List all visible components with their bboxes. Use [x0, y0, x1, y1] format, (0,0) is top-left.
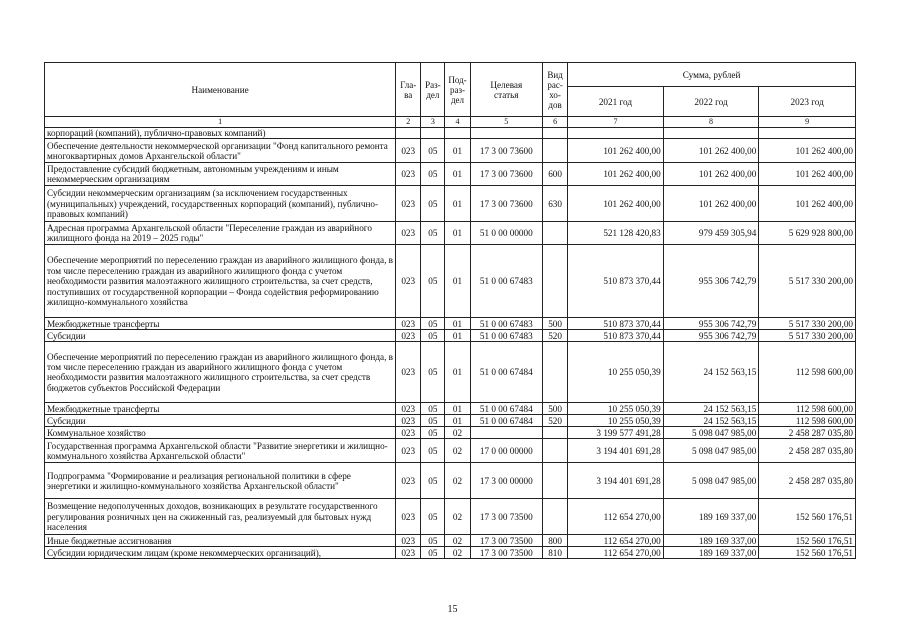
row-sum-2021: 3 199 577 491,28: [568, 427, 664, 439]
row-sum-2023: 152 560 176,51: [759, 547, 856, 559]
row-sum-2023: 112 598 600,00: [759, 342, 856, 403]
row-razdel: 05: [421, 415, 445, 427]
row-razdel: 05: [421, 463, 445, 499]
row-podrazdel: 01: [445, 403, 470, 415]
row-name: Субсидии: [45, 415, 396, 427]
row-podrazdel: 02: [445, 427, 470, 439]
row-vid: 630: [543, 186, 568, 222]
header-glava: Гла- ва: [396, 63, 421, 117]
row-podrazdel: 01: [445, 318, 470, 330]
col-number: 5: [470, 117, 542, 128]
row-razdel: 05: [421, 342, 445, 403]
table-row: [45, 222, 856, 245]
row-razdel: 05: [421, 439, 445, 463]
col-number: 4: [445, 117, 470, 128]
row-razdel: 05: [421, 245, 445, 318]
table-header: [45, 63, 856, 128]
row-sum-2021: 101 262 400,00: [568, 186, 664, 222]
row-sum-2021: 3 194 401 691,28: [568, 463, 664, 499]
header-year-2022: 2022 год: [663, 87, 759, 117]
header-target: Целевая статья: [470, 63, 542, 117]
table-row: [45, 318, 856, 330]
row-vid: [543, 222, 568, 245]
header-name: Наименование: [45, 63, 396, 117]
row-target: 17 3 00 73500: [470, 547, 542, 559]
col-number: 1: [45, 117, 396, 128]
row-razdel: 05: [421, 139, 445, 163]
row-sum-2022: 101 262 400,00: [663, 139, 759, 163]
row-glava: 023: [396, 403, 421, 415]
row-podrazdel: 01: [445, 245, 470, 318]
row-sum-2023: 2 458 287 035,80: [759, 439, 856, 463]
row-sum-2023: 112 598 600,00: [759, 403, 856, 415]
row-razdel: 05: [421, 427, 445, 439]
row-glava: [396, 128, 421, 139]
row-podrazdel: 01: [445, 186, 470, 222]
row-glava: 023: [396, 318, 421, 330]
row-name: Государственная программа Архангельской области "Развитие энергетики и жилищно-коммунального хозяйства Архангельской области": [45, 439, 396, 463]
row-glava: 023: [396, 439, 421, 463]
table-row: [45, 415, 856, 427]
row-sum-2022: 955 306 742,79: [663, 330, 759, 342]
header-year-2023: 2023 год: [759, 87, 856, 117]
row-podrazdel: 01: [445, 139, 470, 163]
col-number: 8: [663, 117, 759, 128]
table-row: [45, 245, 856, 318]
row-sum-2023: 152 560 176,51: [759, 499, 856, 535]
col-number: 7: [568, 117, 664, 128]
row-sum-2021: 10 255 050,39: [568, 415, 664, 427]
row-sum-2023: [759, 128, 856, 139]
row-podrazdel: [445, 128, 470, 139]
row-sum-2022: 101 262 400,00: [663, 186, 759, 222]
row-sum-2021: 101 262 400,00: [568, 163, 664, 186]
row-razdel: 05: [421, 547, 445, 559]
row-vid: 810: [543, 547, 568, 559]
row-sum-2021: 521 128 420,83: [568, 222, 664, 245]
row-razdel: 05: [421, 535, 445, 547]
row-target: 17 3 00 73600: [470, 186, 542, 222]
table-row: [45, 186, 856, 222]
row-sum-2022: 189 169 337,00: [663, 499, 759, 535]
row-sum-2023: 101 262 400,00: [759, 139, 856, 163]
row-sum-2022: 5 098 047 985,00: [663, 427, 759, 439]
table-body: [45, 128, 856, 559]
row-podrazdel: 01: [445, 163, 470, 186]
row-vid: [543, 128, 568, 139]
row-vid: [543, 342, 568, 403]
col-number: 3: [421, 117, 445, 128]
row-sum-2021: 3 194 401 691,28: [568, 439, 664, 463]
row-glava: 023: [396, 163, 421, 186]
row-glava: 023: [396, 547, 421, 559]
row-glava: 023: [396, 245, 421, 318]
table-row: [45, 330, 856, 342]
row-sum-2022: 189 169 337,00: [663, 547, 759, 559]
row-name: Субсидии некоммерческим организациям (за исключением государственных (муниципальных) учреждений, государственных корпораций (компаний), публично-правовых компаний): [45, 186, 396, 222]
row-name: Обеспечение деятельности некоммерческой организации "Фонд капитального ремонта многоквартирных домов Архангельской области": [45, 139, 396, 163]
table-row: [45, 342, 856, 403]
header-podrazdel: Под- раз- дел: [445, 63, 470, 117]
row-vid: 520: [543, 415, 568, 427]
row-glava: 023: [396, 535, 421, 547]
column-number-row: [45, 117, 856, 128]
col-number: 6: [543, 117, 568, 128]
header-razdel: Раз- дел: [421, 63, 445, 117]
row-sum-2023: 5 629 928 800,00: [759, 222, 856, 245]
row-sum-2022: 5 098 047 985,00: [663, 463, 759, 499]
row-podrazdel: 01: [445, 330, 470, 342]
row-vid: [543, 427, 568, 439]
table-row: [45, 535, 856, 547]
row-name: Межбюджетные трансферты: [45, 403, 396, 415]
table-row: [45, 403, 856, 415]
row-name: Подпрограмма "Формирование и реализация региональной политики в сфере энергетики и жилищно-коммунального хозяйства Архангельской области": [45, 463, 396, 499]
row-glava: 023: [396, 139, 421, 163]
row-sum-2022: 189 169 337,00: [663, 535, 759, 547]
row-sum-2023: 5 517 330 200,00: [759, 330, 856, 342]
row-glava: 023: [396, 427, 421, 439]
row-sum-2021: 101 262 400,00: [568, 139, 664, 163]
header-sum-title: Сумма, рублей: [568, 63, 856, 87]
row-target: 17 3 00 73500: [470, 499, 542, 535]
row-name: Иные бюджетные ассигнования: [45, 535, 396, 547]
row-sum-2022: 979 459 305,94: [663, 222, 759, 245]
row-razdel: 05: [421, 163, 445, 186]
row-vid: [543, 499, 568, 535]
budget-table: [44, 62, 856, 559]
row-sum-2023: 152 560 176,51: [759, 535, 856, 547]
row-target: 51 0 00 67484: [470, 342, 542, 403]
row-razdel: [421, 128, 445, 139]
row-sum-2023: 112 598 600,00: [759, 415, 856, 427]
row-glava: 023: [396, 499, 421, 535]
row-sum-2021: 112 654 270,00: [568, 535, 664, 547]
row-vid: [543, 463, 568, 499]
row-target: 17 3 00 73600: [470, 163, 542, 186]
row-sum-2021: 510 873 370,44: [568, 245, 664, 318]
row-name: Субсидии юридическим лицам (кроме некоммерческих организаций),: [45, 547, 396, 559]
row-sum-2021: 510 873 370,44: [568, 318, 664, 330]
row-glava: 023: [396, 463, 421, 499]
row-vid: [543, 139, 568, 163]
row-sum-2021: 10 255 050,39: [568, 403, 664, 415]
col-number: 2: [396, 117, 421, 128]
row-target: [470, 427, 542, 439]
row-sum-2022: 24 152 563,15: [663, 415, 759, 427]
row-target: 17 3 00 73500: [470, 535, 542, 547]
row-target: 17 3 00 73600: [470, 139, 542, 163]
row-name: Адресная программа Архангельской области "Переселение граждан из аварийного жилищного фонда на 2019 – 2025 годы": [45, 222, 396, 245]
row-vid: 600: [543, 163, 568, 186]
row-name: Межбюджетные трансферты: [45, 318, 396, 330]
table-row: [45, 128, 856, 139]
row-name: Обеспечение мероприятий по переселению граждан из аварийного жилищного фонда, в том числе переселению граждан из аварийного жилищного фонда с учетом необходимости развития малоэтажного жилищного строительства, за счет средств, поступивших от государственной корпорации – Фонда содействия реформированию жилищно-коммунального хозяйства: [45, 245, 396, 318]
row-sum-2021: 112 654 270,00: [568, 547, 664, 559]
row-glava: 023: [396, 186, 421, 222]
row-name: Предоставление субсидий бюджетным, автономным учреждениям и иным некоммерческим организациям: [45, 163, 396, 186]
table-row: [45, 547, 856, 559]
row-sum-2021: 112 654 270,00: [568, 499, 664, 535]
row-sum-2022: 955 306 742,79: [663, 245, 759, 318]
table-row: [45, 463, 856, 499]
row-target: 51 0 00 67483: [470, 318, 542, 330]
table-row: [45, 139, 856, 163]
table-row: [45, 427, 856, 439]
col-number: 9: [759, 117, 856, 128]
row-sum-2022: [663, 128, 759, 139]
row-name: Субсидии: [45, 330, 396, 342]
row-target: 51 0 00 67484: [470, 415, 542, 427]
row-glava: 023: [396, 415, 421, 427]
row-razdel: 05: [421, 318, 445, 330]
row-sum-2023: 101 262 400,00: [759, 163, 856, 186]
row-sum-2023: 5 517 330 200,00: [759, 245, 856, 318]
row-sum-2023: 2 458 287 035,80: [759, 463, 856, 499]
row-podrazdel: 01: [445, 415, 470, 427]
row-razdel: 05: [421, 499, 445, 535]
row-target: 51 0 00 67483: [470, 330, 542, 342]
row-sum-2022: 955 306 742,79: [663, 318, 759, 330]
row-target: 51 0 00 67483: [470, 245, 542, 318]
row-sum-2023: 101 262 400,00: [759, 186, 856, 222]
row-vid: 520: [543, 330, 568, 342]
row-glava: 023: [396, 222, 421, 245]
row-sum-2021: 510 873 370,44: [568, 330, 664, 342]
table-row: [45, 439, 856, 463]
row-sum-2021: 10 255 050,39: [568, 342, 664, 403]
row-target: 51 0 00 00000: [470, 222, 542, 245]
row-sum-2023: 2 458 287 035,80: [759, 427, 856, 439]
row-name: Обеспечение мероприятий по переселению граждан из аварийного жилищного фонда, в том числе переселению граждан из аварийного жилищного фонда с учетом необходимости развития малоэтажного жилищного строительства, за счет средств бюджетов субъектов Российской Федерации: [45, 342, 396, 403]
table-row: [45, 499, 856, 535]
row-podrazdel: 02: [445, 535, 470, 547]
row-vid: [543, 439, 568, 463]
row-target: 51 0 00 67484: [470, 403, 542, 415]
row-vid: 500: [543, 403, 568, 415]
row-razdel: 05: [421, 403, 445, 415]
row-target: [470, 128, 542, 139]
row-name: Коммунальное хозяйство: [45, 427, 396, 439]
header-year-2021: 2021 год: [568, 87, 664, 117]
row-podrazdel: 02: [445, 439, 470, 463]
row-sum-2021: [568, 128, 664, 139]
row-vid: 800: [543, 535, 568, 547]
row-vid: 500: [543, 318, 568, 330]
row-sum-2023: 5 517 330 200,00: [759, 318, 856, 330]
row-razdel: 05: [421, 330, 445, 342]
row-glava: 023: [396, 342, 421, 403]
row-target: 17 3 00 00000: [470, 463, 542, 499]
row-podrazdel: 02: [445, 463, 470, 499]
row-name: Возмещение недополученных доходов, возникающих в результате государственного регулирования розничных цен на сжиженный газ, реализуемый для бытовых нужд населения: [45, 499, 396, 535]
row-sum-2022: 5 098 047 985,00: [663, 439, 759, 463]
row-razdel: 05: [421, 222, 445, 245]
table-row: [45, 163, 856, 186]
row-sum-2022: 101 262 400,00: [663, 163, 759, 186]
row-podrazdel: 02: [445, 499, 470, 535]
page-number: 15: [447, 604, 458, 615]
row-podrazdel: 02: [445, 547, 470, 559]
row-podrazdel: 01: [445, 222, 470, 245]
row-target: 17 0 00 00000: [470, 439, 542, 463]
row-razdel: 05: [421, 186, 445, 222]
row-sum-2022: 24 152 563,15: [663, 403, 759, 415]
row-sum-2022: 24 152 563,15: [663, 342, 759, 403]
row-name: корпораций (компаний), публично-правовых компаний): [45, 128, 396, 139]
row-podrazdel: 01: [445, 342, 470, 403]
row-glava: 023: [396, 330, 421, 342]
row-vid: [543, 245, 568, 318]
header-vid: Вид рас- хо- дов: [543, 63, 568, 117]
